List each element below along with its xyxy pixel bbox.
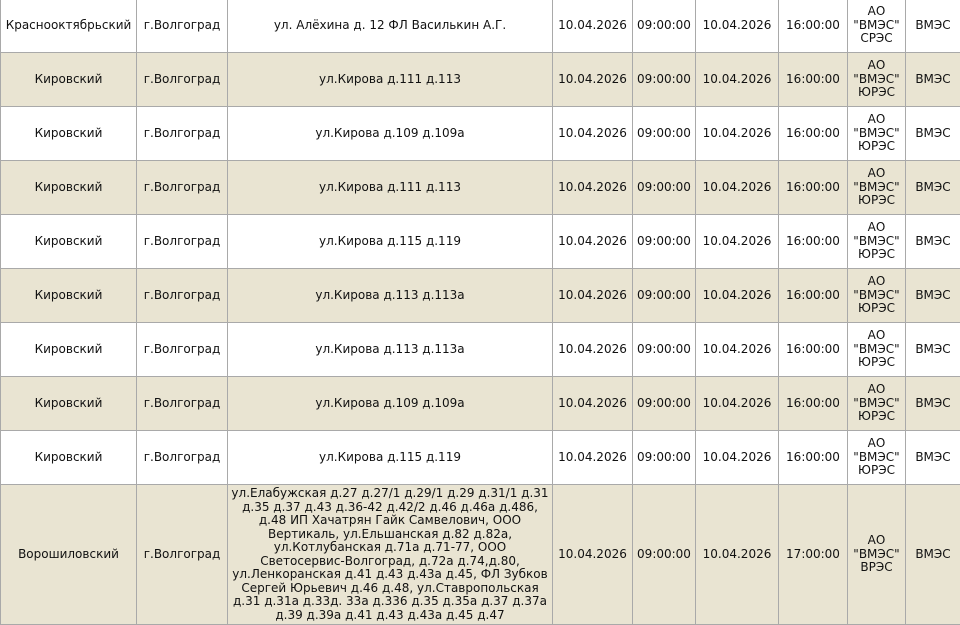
organization-line: ЮРЭС	[858, 409, 895, 423]
start-time-cell: 09:00:00	[633, 161, 696, 215]
company-cell: ВМЭС	[906, 161, 960, 215]
end-time-cell: 16:00:00	[779, 107, 848, 161]
end-date-cell: 10.04.2026	[696, 431, 779, 485]
start-time-cell: 09:00:00	[633, 485, 696, 625]
organization-line: АО	[868, 436, 886, 450]
table-row	[1, 377, 960, 431]
organization-cell	[848, 377, 906, 431]
address-cell: ул.Кирова д.115 д.119	[228, 431, 553, 485]
organization-cell	[848, 215, 906, 269]
city-cell: г.Волгоград	[137, 161, 228, 215]
organization-cell	[848, 161, 906, 215]
table-row	[1, 269, 960, 323]
end-date-cell: 10.04.2026	[696, 107, 779, 161]
company-cell: ВМЭС	[906, 431, 960, 485]
organization-line: "ВМЭС"	[853, 18, 899, 32]
organization-line: ЮРЭС	[858, 247, 895, 261]
company-cell: ВМЭС	[906, 269, 960, 323]
address-cell: ул.Кирова д.115 д.119	[228, 215, 553, 269]
end-time-cell: 16:00:00	[779, 431, 848, 485]
organization-line: ЮРЭС	[858, 139, 895, 153]
start-date-cell: 10.04.2026	[553, 431, 633, 485]
organization-line: ЮРЭС	[858, 85, 895, 99]
organization-line: АО	[868, 220, 886, 234]
organization-line: АО	[868, 328, 886, 342]
end-date-cell: 10.04.2026	[696, 323, 779, 377]
end-date-cell: 10.04.2026	[696, 161, 779, 215]
end-date-cell: 10.04.2026	[696, 377, 779, 431]
city-cell: г.Волгоград	[137, 485, 228, 625]
address-cell: ул.Кирова д.109 д.109а	[228, 377, 553, 431]
organization-line: "ВМЭС"	[853, 234, 899, 248]
city-cell: г.Волгоград	[137, 0, 228, 53]
start-date-cell: 10.04.2026	[553, 107, 633, 161]
start-date-cell: 10.04.2026	[553, 323, 633, 377]
start-date-cell: 10.04.2026	[553, 0, 633, 53]
address-cell: ул.Кирова д.111 д.113	[228, 161, 553, 215]
start-time-cell: 09:00:00	[633, 107, 696, 161]
address-cell: ул.Кирова д.113 д.113а	[228, 269, 553, 323]
table-row	[1, 431, 960, 485]
table-row	[1, 161, 960, 215]
start-date-cell: 10.04.2026	[553, 53, 633, 107]
organization-line: АО	[868, 382, 886, 396]
organization-line: АО	[868, 58, 886, 72]
table-row	[1, 323, 960, 377]
district-cell: Кировский	[1, 161, 137, 215]
organization-line: "ВМЭС"	[853, 450, 899, 464]
organization-line: ВРЭС	[860, 560, 892, 574]
district-cell: Кировский	[1, 107, 137, 161]
organization-cell	[848, 485, 906, 625]
start-time-cell: 09:00:00	[633, 323, 696, 377]
address-cell: ул.Елабужская д.27 д.27/1 д.29/1 д.29 д.31/1 д.31 д.35 д.37 д.43 д.36-42 д.42/2 д.46 д.46а д.486, д.48 ИП Хачатрян Гайк Самвелович, ООО Вертикаль, ул.Ельшанская д.82 д.82а, ул.Котлубанская д.71а д.71-77, ООО Светосервис-Волгоград, д.72а д.74,д.80, ул.Ленкоранская д.41 д.43 д.43а д.45, ФЛ Зубков Сергей Юрьевич д.46 д.48, ул.Ставропольская д.31 д.31а д.33д. 33а д.336 д.35 д.35а д.37 д.37а д.39 д.39а д.41 д.43 д.43а д.45 д.47	[228, 485, 553, 625]
city-cell: г.Волгоград	[137, 269, 228, 323]
organization-cell	[848, 269, 906, 323]
end-time-cell: 16:00:00	[779, 215, 848, 269]
city-cell: г.Волгоград	[137, 53, 228, 107]
start-date-cell: 10.04.2026	[553, 377, 633, 431]
organization-line: "ВМЭС"	[853, 180, 899, 194]
address-cell: ул. Алёхина д. 12 ФЛ Василькин А.Г.	[228, 0, 553, 53]
start-time-cell: 09:00:00	[633, 431, 696, 485]
organization-line: АО	[868, 112, 886, 126]
organization-line: ЮРЭС	[858, 355, 895, 369]
start-date-cell: 10.04.2026	[553, 269, 633, 323]
table-row	[1, 485, 960, 625]
table-row	[1, 107, 960, 161]
end-time-cell: 16:00:00	[779, 53, 848, 107]
company-cell: ВМЭС	[906, 485, 960, 625]
start-time-cell: 09:00:00	[633, 53, 696, 107]
organization-line: "ВМЭС"	[853, 342, 899, 356]
city-cell: г.Волгоград	[137, 377, 228, 431]
organization-line: "ВМЭС"	[853, 396, 899, 410]
organization-line: СРЭС	[860, 31, 892, 45]
end-date-cell: 10.04.2026	[696, 215, 779, 269]
organization-cell	[848, 107, 906, 161]
end-time-cell: 17:00:00	[779, 485, 848, 625]
organization-line: ЮРЭС	[858, 301, 895, 315]
organization-line: ЮРЭС	[858, 193, 895, 207]
address-cell: ул.Кирова д.109 д.109а	[228, 107, 553, 161]
start-date-cell: 10.04.2026	[553, 161, 633, 215]
start-date-cell: 10.04.2026	[553, 215, 633, 269]
organization-line: АО	[868, 533, 886, 547]
district-cell: Кировский	[1, 53, 137, 107]
start-time-cell: 09:00:00	[633, 215, 696, 269]
end-date-cell: 10.04.2026	[696, 269, 779, 323]
city-cell: г.Волгоград	[137, 323, 228, 377]
district-cell: Краснооктябрьский	[1, 0, 137, 53]
organization-cell	[848, 323, 906, 377]
district-cell: Кировский	[1, 269, 137, 323]
district-cell: Кировский	[1, 215, 137, 269]
district-cell: Кировский	[1, 431, 137, 485]
end-date-cell: 10.04.2026	[696, 0, 779, 53]
end-time-cell: 16:00:00	[779, 0, 848, 53]
end-date-cell: 10.04.2026	[696, 485, 779, 625]
organization-line: "ВМЭС"	[853, 126, 899, 140]
start-time-cell: 09:00:00	[633, 0, 696, 53]
start-date-cell: 10.04.2026	[553, 485, 633, 625]
organization-line: АО	[868, 274, 886, 288]
district-cell: Кировский	[1, 377, 137, 431]
end-time-cell: 16:00:00	[779, 377, 848, 431]
address-cell: ул.Кирова д.113 д.113а	[228, 323, 553, 377]
table-row	[1, 53, 960, 107]
city-cell: г.Волгоград	[137, 431, 228, 485]
city-cell: г.Волгоград	[137, 107, 228, 161]
organization-line: "ВМЭС"	[853, 547, 899, 561]
district-cell: Ворошиловский	[1, 485, 137, 625]
start-time-cell: 09:00:00	[633, 377, 696, 431]
organization-line: "ВМЭС"	[853, 288, 899, 302]
organization-line: "ВМЭС"	[853, 72, 899, 86]
end-time-cell: 16:00:00	[779, 161, 848, 215]
end-time-cell: 16:00:00	[779, 323, 848, 377]
organization-line: АО	[868, 166, 886, 180]
company-cell: ВМЭС	[906, 53, 960, 107]
city-cell: г.Волгоград	[137, 215, 228, 269]
company-cell: ВМЭС	[906, 377, 960, 431]
start-time-cell: 09:00:00	[633, 269, 696, 323]
end-time-cell: 16:00:00	[779, 269, 848, 323]
organization-line: ЮРЭС	[858, 463, 895, 477]
address-cell: ул.Кирова д.111 д.113	[228, 53, 553, 107]
company-cell: ВМЭС	[906, 323, 960, 377]
organization-cell	[848, 431, 906, 485]
company-cell: ВМЭС	[906, 107, 960, 161]
organization-line: АО	[868, 4, 886, 18]
table-row	[1, 215, 960, 269]
company-cell: ВМЭС	[906, 0, 960, 53]
end-date-cell: 10.04.2026	[696, 53, 779, 107]
organization-cell	[848, 53, 906, 107]
organization-cell	[848, 0, 906, 53]
table-row	[1, 0, 960, 53]
company-cell: ВМЭС	[906, 215, 960, 269]
district-cell: Кировский	[1, 323, 137, 377]
